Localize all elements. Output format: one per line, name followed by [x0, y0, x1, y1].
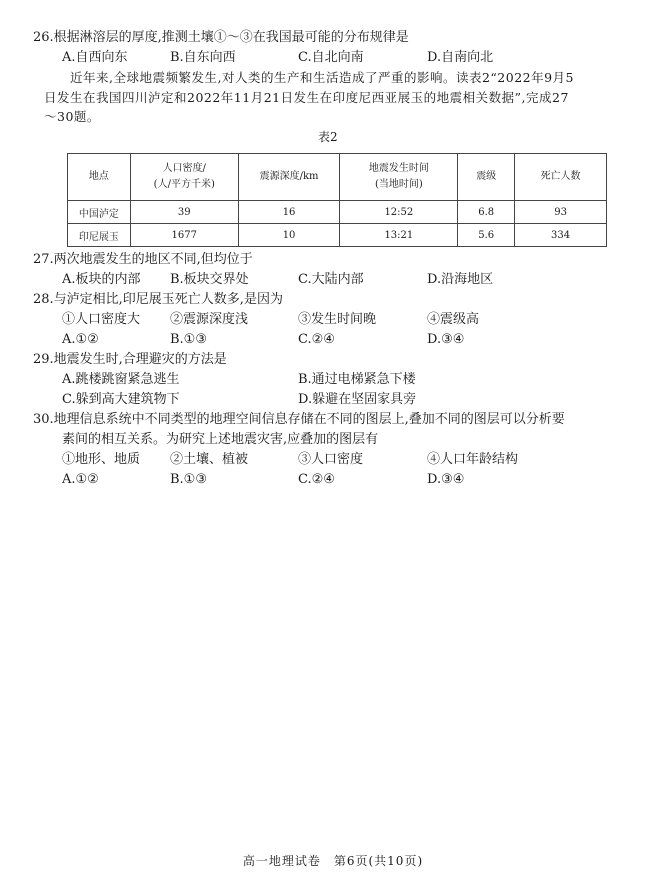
- q30-item: ②土壤、植被: [170, 452, 249, 467]
- table-cell: 10: [238, 224, 340, 247]
- earthquake-data-table: [67, 153, 607, 247]
- q29-option-b: B.通过电梯紧急下楼: [298, 372, 416, 387]
- header-cell: 地点: [68, 154, 131, 201]
- header-cell: 人口密度/ (人/平方千米): [130, 154, 238, 201]
- q27-option-a: A.板块的内部: [62, 272, 141, 287]
- q28-option-c: C.②④: [298, 332, 335, 347]
- q26-option-d: D.自南向北: [427, 50, 494, 65]
- table-cell: 1677: [130, 224, 238, 247]
- table-cell: 5.6: [458, 224, 515, 247]
- intro-line: ～30题。: [44, 109, 100, 124]
- intro-line: 近年来,全球地震频繁发生,对人类的生产和生活造成了严重的影响。读表2“2022年9月5: [70, 70, 575, 85]
- table-cell: 39: [130, 201, 238, 224]
- q30-stem: 素间的相互关系。为研究上述地震灾害,应叠加的图层有: [62, 432, 379, 447]
- q30-item: ①地形、地质: [62, 452, 141, 467]
- q27-stem: 27.两次地震发生的地区不同,但均位于: [33, 252, 253, 267]
- header-cell: 震级: [458, 154, 515, 201]
- q29-option-d: D.躲避在坚固家具旁: [298, 392, 417, 407]
- q27-option-d: D.沿海地区: [427, 272, 494, 287]
- q28-item: ④震级高: [427, 312, 480, 327]
- header-cell: 震源深度/km: [238, 154, 340, 201]
- q28-item: ③发生时间晚: [298, 312, 377, 327]
- q26-option-a: A.自西向东: [62, 50, 128, 65]
- q30-option-d: D.③④: [427, 472, 465, 487]
- table-cell: 13:21: [340, 224, 458, 247]
- q30-item: ④人口年龄结构: [427, 452, 519, 467]
- q28-item: ②震源深度浅: [170, 312, 249, 327]
- header-cell: 地震发生时间 (当地时间): [340, 154, 458, 201]
- q30-option-a: A.①②: [62, 472, 99, 487]
- table-cell: 中国泸定: [68, 201, 131, 224]
- q28-option-b: B.①③: [170, 332, 207, 347]
- q27-option-b: B.板块交界处: [170, 272, 249, 287]
- table-row: [68, 201, 607, 224]
- q26-stem: 26.根据淋溶层的厚度,推测土壤①～③在我国最可能的分布规律是: [33, 30, 409, 45]
- table-header-row: [68, 154, 607, 201]
- q28-item: ①人口密度大: [62, 312, 141, 327]
- table-cell: 6.8: [458, 201, 515, 224]
- q27-option-c: C.大陆内部: [298, 272, 364, 287]
- q26-option-b: B.自东向西: [170, 50, 236, 65]
- q30-item: ③人口密度: [298, 452, 364, 467]
- q26-option-c: C.自北向南: [298, 50, 364, 65]
- q28-stem: 28.与泸定相比,印尼展玉死亡人数多,是因为: [33, 292, 283, 307]
- table-cell: 印尼展玉: [68, 224, 131, 247]
- q28-option-d: D.③④: [427, 332, 465, 347]
- table-caption: 表2: [318, 130, 338, 144]
- q29-option-a: A.跳楼跳窗紧急逃生: [62, 372, 180, 387]
- q30-stem: 30.地理信息系统中不同类型的地理空间信息存储在不同的图层上,叠加不同的图层可以分析要: [33, 412, 565, 427]
- q30-option-c: C.②④: [298, 472, 335, 487]
- page-footer: 高一地理试卷 第6页(共10页): [242, 854, 424, 868]
- q30-option-b: B.①③: [170, 472, 207, 487]
- table-row: [68, 224, 607, 247]
- q28-option-a: A.①②: [62, 332, 99, 347]
- table-cell: 16: [238, 201, 340, 224]
- q29-stem: 29.地震发生时,合理避灾的方法是: [33, 352, 227, 367]
- q29-option-c: C.躲到高大建筑物下: [62, 392, 180, 407]
- header-cell: 死亡人数: [515, 154, 607, 201]
- table-cell: 334: [515, 224, 607, 247]
- intro-line: 日发生在我国四川泸定和2022年11月21日发生在印度尼西亚展玉的地震相关数据”,完成27: [44, 90, 569, 105]
- table-cell: 12:52: [340, 201, 458, 224]
- table-cell: 93: [515, 201, 607, 224]
